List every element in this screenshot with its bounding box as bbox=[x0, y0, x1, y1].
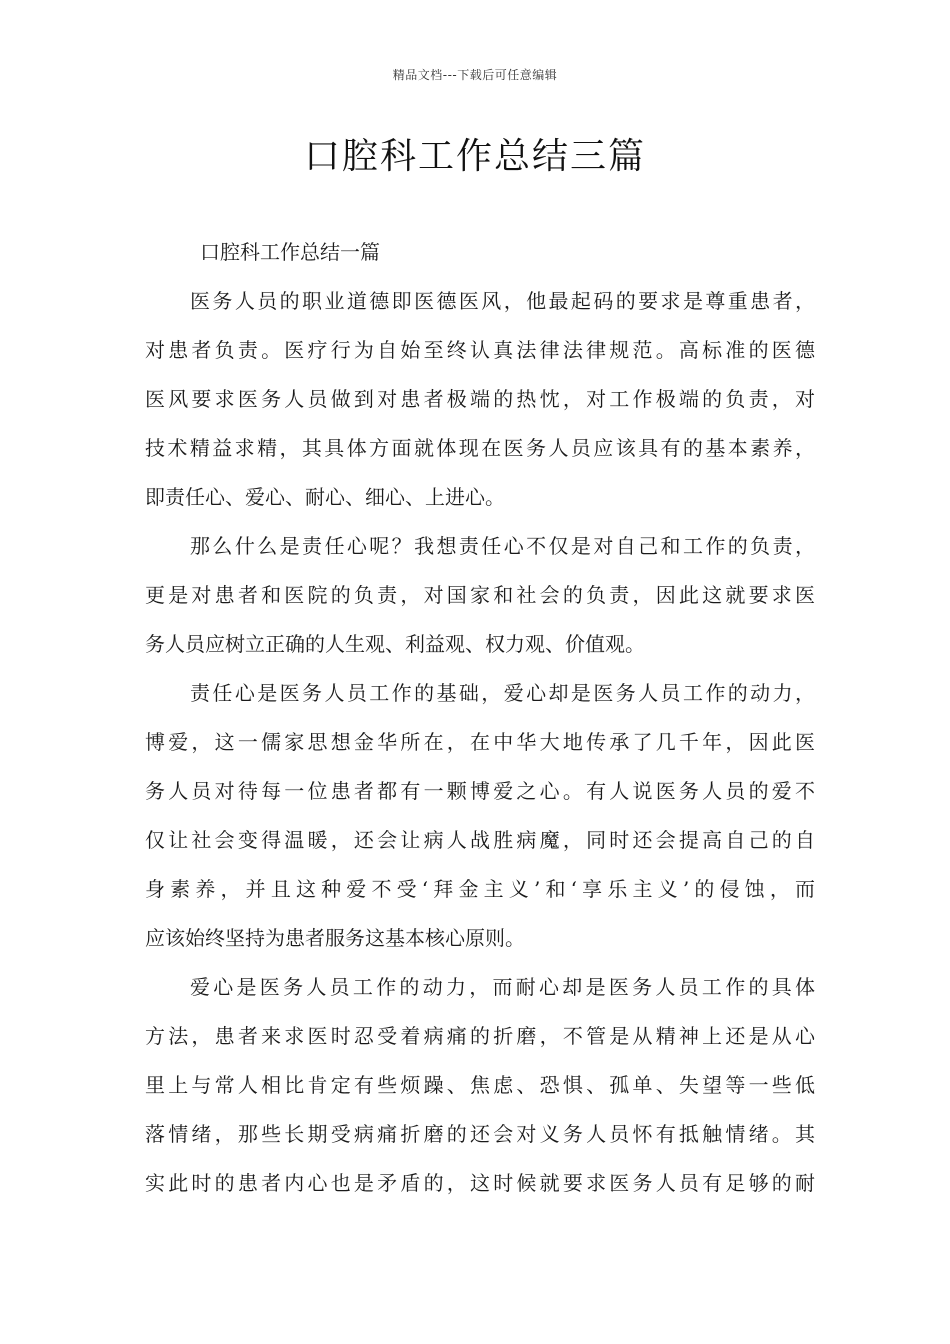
paragraph-line: 里上与常人相比肯定有些烦躁、焦虑、恐惧、孤单、失望等一些低 bbox=[145, 1073, 815, 1097]
paragraph-line: 博爱，这一儒家思想金华所在，在中华大地传承了几千年，因此医 bbox=[145, 730, 815, 754]
document-title: 口腔科工作总结三篇 bbox=[303, 136, 646, 177]
paragraph-line: 那么什么是责任心呢？我想责任心不仅是对自己和工作的负责， bbox=[190, 534, 815, 558]
paragraph-line: 身素养，并且这种爱不受‘拜金主义’和‘享乐主义’的侵蚀，而 bbox=[145, 877, 815, 901]
paragraph-3 bbox=[145, 669, 815, 963]
paragraph-line: 医风要求医务人员做到对患者极端的热忱，对工作极端的负责，对 bbox=[145, 387, 815, 411]
paragraph-line: 应该始终坚持为患者服务这基本核心原则。 bbox=[145, 926, 525, 950]
paragraph-line: 技术精益求精，其具体方面就体现在医务人员应该具有的基本素养， bbox=[145, 436, 815, 460]
document-body bbox=[145, 228, 815, 1208]
paragraph-line: 即责任心、爱心、耐心、细心、上进心。 bbox=[145, 485, 505, 509]
paragraph-line: 务人员对待每一位患者都有一颗博爱之心。有人说医务人员的爱不 bbox=[145, 779, 815, 803]
paragraph-4 bbox=[145, 963, 815, 1208]
header-note: 精品文档---下载后可任意编辑 bbox=[392, 68, 558, 82]
paragraph-1 bbox=[145, 277, 815, 522]
paragraph-line: 责任心是医务人员工作的基础，爱心却是医务人员工作的动力， bbox=[190, 681, 815, 705]
paragraph-2 bbox=[145, 522, 815, 669]
paragraph-line: 爱心是医务人员工作的动力，而耐心却是医务人员工作的具体 bbox=[190, 975, 815, 999]
paragraph-line: 落情绪，那些长期受病痛折磨的还会对义务人员怀有抵触情绪。其 bbox=[145, 1122, 815, 1146]
paragraph-line: 方法，患者来求医时忍受着病痛的折磨，不管是从精神上还是从心 bbox=[145, 1024, 815, 1048]
paragraph-line: 对患者负责。医疗行为自始至终认真法律法律规范。高标准的医德 bbox=[145, 338, 815, 362]
section-heading: 口腔科工作总结一篇 bbox=[200, 240, 380, 264]
paragraph-line: 仅让社会变得温暖，还会让病人战胜病魔，同时还会提高自己的自 bbox=[145, 828, 815, 852]
paragraph-line: 医务人员的职业道德即医德医风，他最起码的要求是尊重患者， bbox=[190, 289, 815, 313]
paragraph-line: 更是对患者和医院的负责，对国家和社会的负责，因此这就要求医 bbox=[145, 583, 815, 607]
paragraph-line: 实此时的患者内心也是矛盾的，这时候就要求医务人员有足够的耐 bbox=[145, 1171, 815, 1195]
paragraph-line: 务人员应树立正确的人生观、利益观、权力观、价值观。 bbox=[145, 632, 645, 656]
